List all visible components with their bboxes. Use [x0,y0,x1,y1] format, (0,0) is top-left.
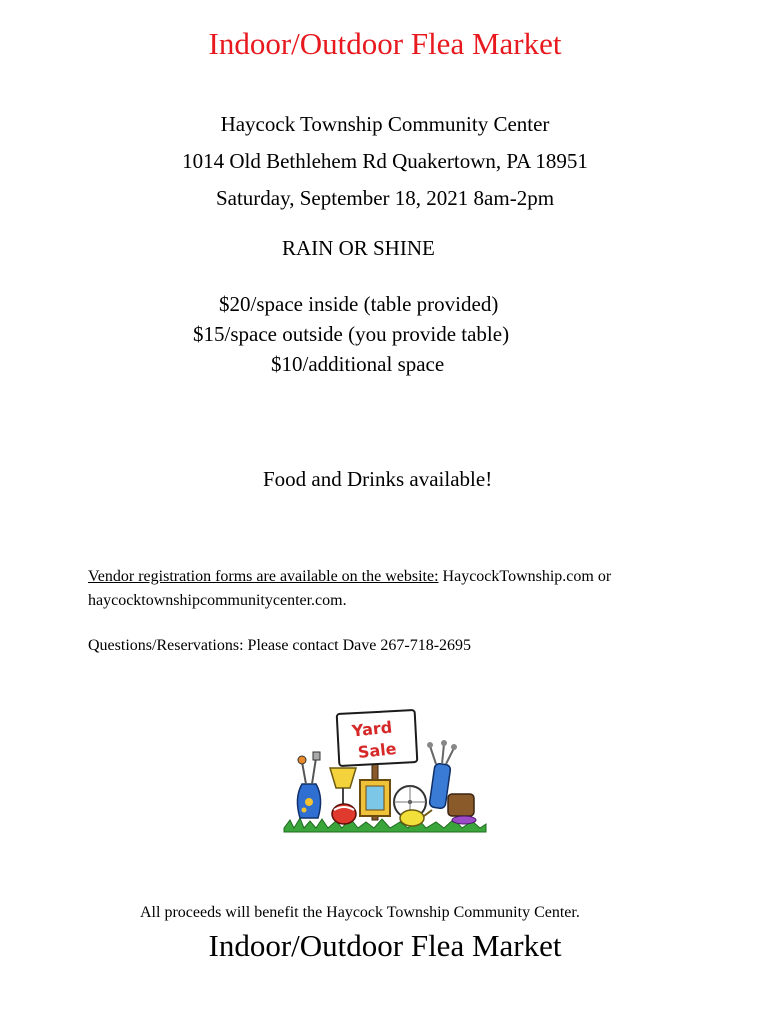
price-additional: $10/additional space [271,352,445,376]
registration-site-2[interactable]: haycocktownshipcommunitycenter.com. [88,592,347,609]
flyer-title: Indoor/Outdoor Flea Market [208,26,562,61]
food-note: Food and Drinks available! [263,467,493,491]
proceeds-note: All proceeds will benefit the Haycock Township Community Center. [140,904,580,921]
price-outside: $15/space outside (you provide table) [193,322,510,346]
contact-line: Questions/Reservations: Please contact Dave 267-718-2695 [88,637,472,654]
footer-title: Indoor/Outdoor Flea Market [208,928,562,963]
price-inside: $20/space inside (table provided) [219,292,499,316]
sign-text-line-1: Yard [350,717,394,741]
venue-address: 1014 Old Bethlehem Rd Quakertown, PA 18951 [182,149,588,173]
registration-lead: Vendor registration forms are available on the website: [88,568,439,585]
event-datetime: Saturday, September 18, 2021 8am-2pm [215,186,555,210]
sign-text-line-2: Sale [356,739,398,762]
registration-site-1[interactable]: HaycockTownship.com or [442,568,612,585]
rain-or-shine: RAIN OR SHINE [282,236,435,260]
venue-name: Haycock Township Community Center [220,112,550,136]
registration-line [88,568,611,586]
yard-sale-illustration [280,706,490,836]
